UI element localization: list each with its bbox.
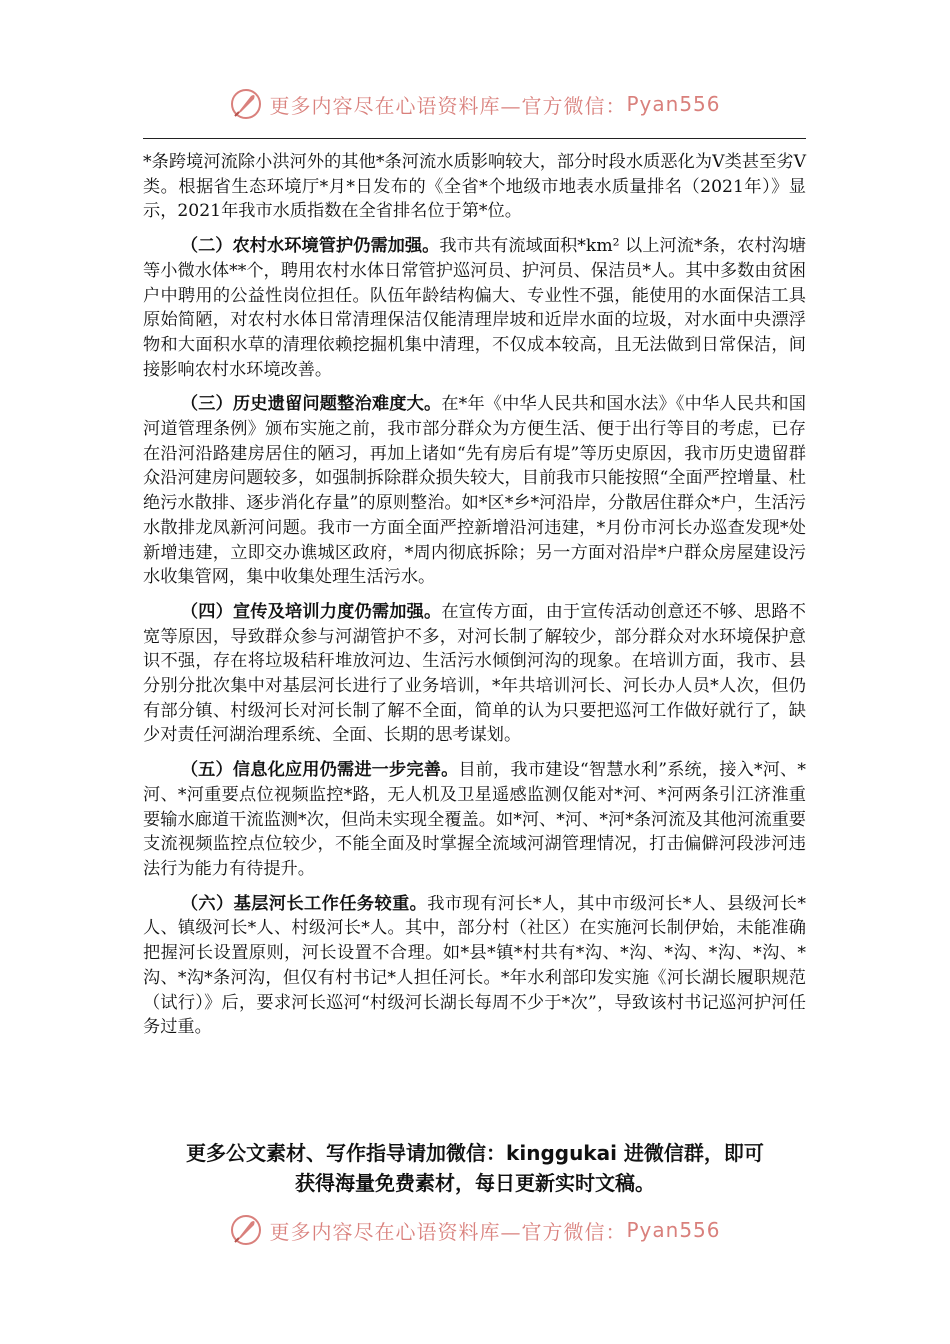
document-body — [143, 150, 806, 1040]
header-banner — [0, 84, 950, 124]
section-4-heading: （四）宣传及培训力度仍需加强。 — [180, 601, 442, 622]
section-4 — [143, 600, 806, 748]
header-divider — [143, 138, 806, 139]
section-4-text: 在宣传方面，由于宣传活动创意还不够、思路不宽等原因，导致群众参与河湖管护不多，对河长制了解较少，部分群众对水环境保护意识不强，存在将垃圾秸秆堆放河边、生活污水倾倒河沟的现象。在培训方面，我市、县分别分批次集中对基层河长进行了业务培训，*年共培训河长、河长办人员*人次，但仍有部分镇、村级河长对河长制了解不全面，简单的认为只要把巡河工作做好就行了，缺少对责任河湖治理系统、全面、长期的思考谋划。 — [143, 601, 806, 746]
section-3-text: 在*年《中华人民共和国水法》《中华人民共和国河道管理条例》颁布实施之前，我市部分群众为方便生活、便于出行等目的考虑，已存在沿河沿路建房居住的陋习，再加上诸如“先有房后有堤”等历史原因，我市历史遗留群众沿河建房问题较多，如强制拆除群众损失较大，目前我市只能按照“全面严控增量、杜绝污水散排、逐步消化存量”的原则整治。如*区*乡*河沿岸，分散居住群众*户，生活污水散排龙凤新河问题。我市一方面全面严控新增沿河违建，*月份市河长办巡查发现*处新增违建，立即交办谯城区政府，*周内彻底拆除；另一方面对沿岸*户群众房屋建设污水收集管网，集中收集处理生活污水。 — [143, 394, 806, 588]
section-5 — [143, 758, 806, 882]
promo-line-2: 获得海量免费素材，每日更新实时文稿。 — [295, 1171, 655, 1195]
promo-notice — [120, 1138, 830, 1198]
paragraph-intro: *条跨境河流除小洪河外的其他*条河流水质影响较大，部分时段水质恶化为Ⅴ类甚至劣Ⅴ类。根据省生态环境厅*月*日发布的《全省*个地级市地表水质量排名（2021年）》显示，2021年我市水质指数在全省排名位于第*位。 — [143, 152, 806, 222]
section-3-heading: （三）历史遗留问题整治难度大。 — [180, 394, 442, 415]
section-2-heading: （二）农村水环境管护仍需加强。 — [180, 236, 440, 257]
header-text: 更多内容尽在心语资料库—官方微信： — [269, 93, 627, 118]
footer-banner — [0, 1210, 950, 1250]
section-6-heading: （六）基层河长工作任务较重。 — [180, 893, 428, 914]
section-6 — [143, 892, 806, 1040]
footer-text: 更多内容尽在心语资料库—官方微信： — [269, 1219, 627, 1244]
footer-wechat-id: Pyan556 — [626, 1218, 721, 1242]
header-wechat-id: Pyan556 — [626, 92, 721, 116]
promo-line-1: 更多公文素材、写作指导请加微信：kinggukai 进微信群，即可 — [186, 1141, 764, 1165]
section-6-text: 我市现有河长*人，其中市级河长*人、县级河长*人、镇级河长*人、村级河长*人。其中，部分村（社区）在实施河长制伊始，未能准确把握河长设置原则，河长设置不合理。如*县*镇*村共有*沟、*沟、*沟、*沟、*沟、*沟、*沟*条河沟，但仅有村书记*人担任河长。*年水利部印发实施《河长湖长履职规范（试行）》后，要求河长巡河“村级河长湖长每周不少于*次”，导致该村书记巡河护河任务过重。 — [143, 893, 806, 1038]
section-2 — [143, 234, 806, 382]
section-5-text: 目前，我市建设“智慧水利”系统，接入*河、*河、*河重要点位视频监控*路，无人机及卫星遥感监测仅能对*河、*河两条引江济淮重要输水廊道干流监测*次，但尚未实现全覆盖。如*河、*河、*河*条河流及其他河流重要支流视频监控点位较少，不能全面及时掌握全流域河湖管理情况，打击偏僻河段涉河违法行为能力有待提升。 — [143, 760, 806, 879]
section-3 — [143, 392, 806, 590]
section-2-text: 我市共有流域面积*km² 以上河流*条，农村沟塘等小微水体**个，聘用农村水体日常管护巡河员、护河员、保洁员*人。其中多数由贫困户中聘用的公益性岗位担任。队伍年龄结构偏大、专业性不强，能使用的水面保洁工具原始简陋，对农村水体日常清理保洁仅能清理岸坡和近岸水面的垃圾，对水面中央漂浮物和大面积水草的清理依赖挖掘机集中清理，不仅成本较高，且无法做到日常保洁，间接影响农村水环境改善。 — [143, 236, 806, 380]
quill-pen-icon — [229, 1213, 263, 1247]
quill-pen-icon — [229, 87, 263, 121]
section-5-heading: （五）信息化应用仍需进一步完善。 — [180, 760, 459, 781]
